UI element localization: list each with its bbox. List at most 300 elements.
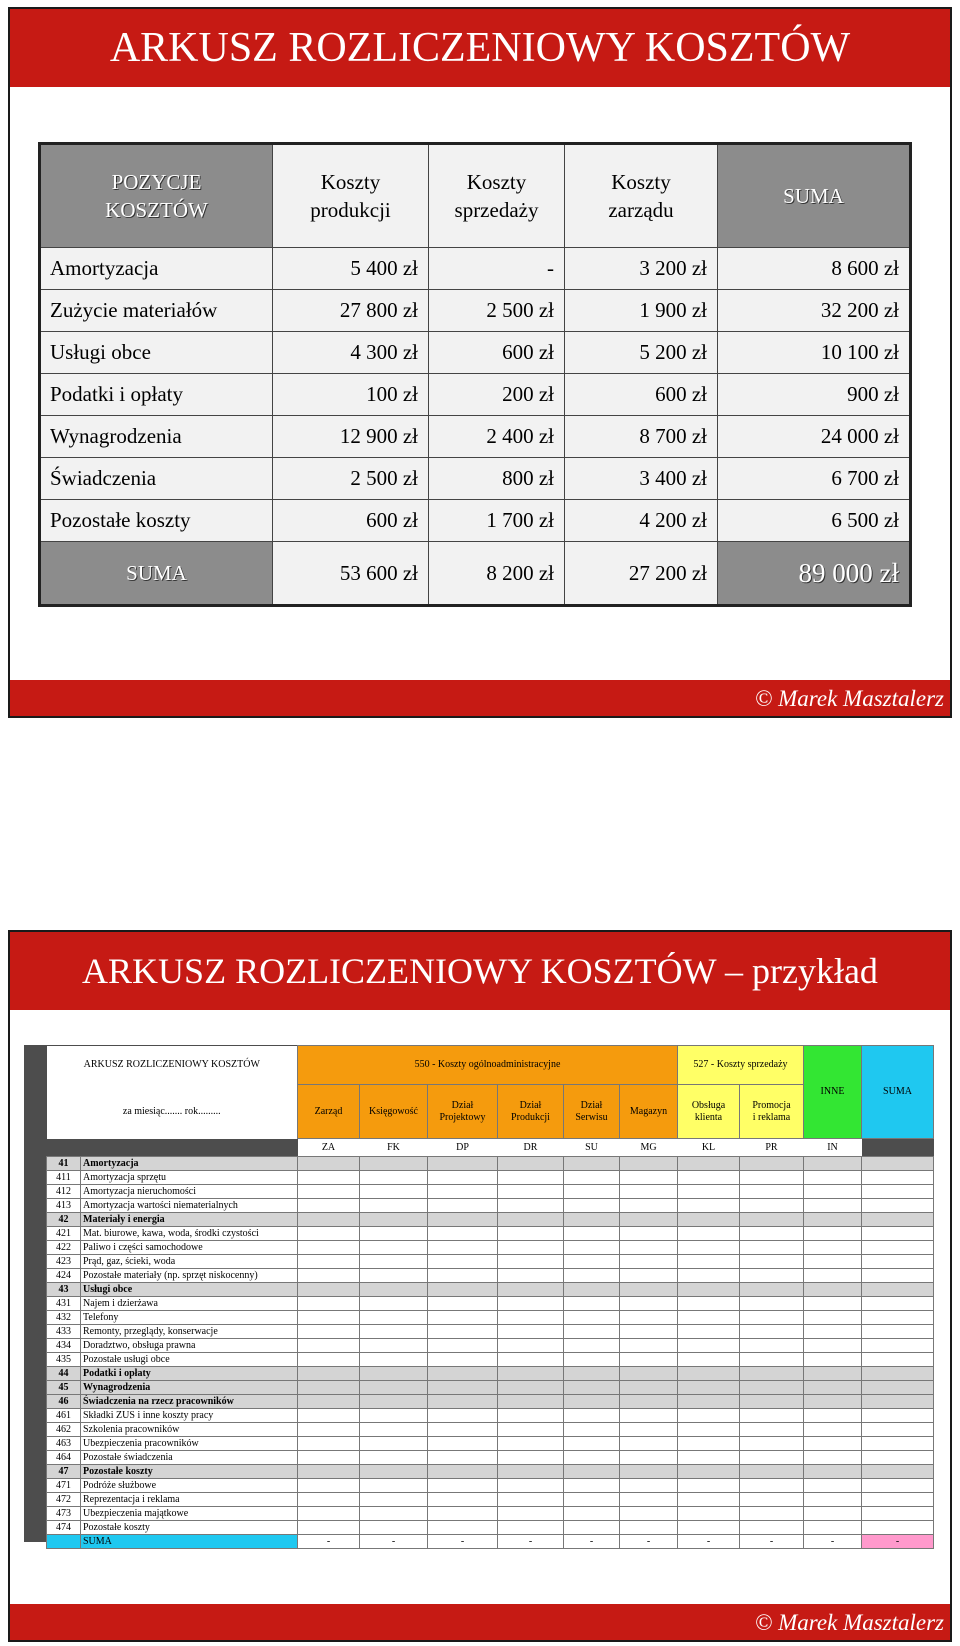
value-cell[interactable]: [360, 1255, 428, 1269]
value-cell[interactable]: [428, 1339, 498, 1353]
value-cell[interactable]: [428, 1213, 498, 1227]
value-cell[interactable]: [360, 1325, 428, 1339]
header-sales: Koszty sprzedaży: [429, 144, 565, 248]
value-cell[interactable]: [620, 1395, 678, 1409]
value-cell[interactable]: [804, 1185, 862, 1199]
value-cell[interactable]: [862, 1311, 934, 1325]
value-cell[interactable]: [862, 1241, 934, 1255]
value-cell[interactable]: [620, 1227, 678, 1241]
value-cell[interactable]: [360, 1227, 428, 1241]
value-cell[interactable]: [678, 1213, 740, 1227]
value-cell[interactable]: [564, 1339, 620, 1353]
value-cell[interactable]: [360, 1297, 428, 1311]
value-cell[interactable]: [564, 1507, 620, 1521]
value-cell[interactable]: [804, 1311, 862, 1325]
value-cell[interactable]: [740, 1269, 804, 1283]
value-cell[interactable]: [620, 1171, 678, 1185]
value-cell[interactable]: [862, 1521, 934, 1535]
value-cell[interactable]: [498, 1311, 564, 1325]
value-cell[interactable]: [804, 1381, 862, 1395]
value-cell[interactable]: [740, 1493, 804, 1507]
value-cell[interactable]: [740, 1423, 804, 1437]
value-cell[interactable]: [498, 1297, 564, 1311]
value-cell[interactable]: [360, 1381, 428, 1395]
value-cell[interactable]: [740, 1157, 804, 1171]
value-cell[interactable]: [620, 1339, 678, 1353]
value-cell[interactable]: [498, 1157, 564, 1171]
account-code: 423: [47, 1255, 81, 1269]
value-cell[interactable]: [564, 1185, 620, 1199]
value-cell[interactable]: [564, 1437, 620, 1451]
value-cell[interactable]: [620, 1367, 678, 1381]
value-cell[interactable]: [862, 1269, 934, 1283]
value-cell[interactable]: [862, 1227, 934, 1241]
value-cell[interactable]: [620, 1381, 678, 1395]
value-cell[interactable]: [360, 1353, 428, 1367]
value-cell[interactable]: [740, 1395, 804, 1409]
value-cell[interactable]: [564, 1423, 620, 1437]
value-cell[interactable]: [298, 1227, 360, 1241]
value-cell[interactable]: [298, 1157, 360, 1171]
value-cell[interactable]: [620, 1199, 678, 1213]
value-cell[interactable]: [298, 1507, 360, 1521]
value-cell[interactable]: [678, 1171, 740, 1185]
value-cell[interactable]: [740, 1367, 804, 1381]
value-cell[interactable]: [804, 1451, 862, 1465]
value-cell[interactable]: [428, 1437, 498, 1451]
value-cell[interactable]: [298, 1521, 360, 1535]
value-cell[interactable]: [564, 1255, 620, 1269]
value-cell[interactable]: [862, 1395, 934, 1409]
value-cell[interactable]: [740, 1325, 804, 1339]
value-cell[interactable]: [804, 1479, 862, 1493]
column-header: Dział Serwisu: [564, 1085, 620, 1139]
value-cell[interactable]: [804, 1213, 862, 1227]
value-cell[interactable]: [298, 1255, 360, 1269]
value-cell[interactable]: [428, 1423, 498, 1437]
value-cell[interactable]: [428, 1395, 498, 1409]
value-cell[interactable]: [360, 1311, 428, 1325]
value-cell[interactable]: [862, 1353, 934, 1367]
value-cell[interactable]: [298, 1241, 360, 1255]
value-cell[interactable]: [428, 1465, 498, 1479]
value-cell[interactable]: [498, 1255, 564, 1269]
value-cell[interactable]: [620, 1507, 678, 1521]
value-cell[interactable]: [360, 1465, 428, 1479]
value-cell[interactable]: [360, 1493, 428, 1507]
value-cell[interactable]: [360, 1521, 428, 1535]
value-cell[interactable]: [804, 1493, 862, 1507]
value-cell[interactable]: [620, 1479, 678, 1493]
value-cell[interactable]: [804, 1353, 862, 1367]
value-cell[interactable]: [862, 1339, 934, 1353]
footer-copyright: © Marek Masztalerz: [10, 680, 950, 716]
value-cell[interactable]: [428, 1241, 498, 1255]
value-cell[interactable]: [498, 1465, 564, 1479]
value-cell[interactable]: [740, 1171, 804, 1185]
value-cell[interactable]: [564, 1493, 620, 1507]
value-cell[interactable]: [804, 1297, 862, 1311]
value-cell[interactable]: [620, 1297, 678, 1311]
value-cell[interactable]: [360, 1185, 428, 1199]
value-cell[interactable]: [428, 1409, 498, 1423]
value-cell[interactable]: [862, 1451, 934, 1465]
value-cell[interactable]: [298, 1465, 360, 1479]
value-cell[interactable]: [678, 1325, 740, 1339]
value-cell[interactable]: [428, 1381, 498, 1395]
value-cell[interactable]: [298, 1409, 360, 1423]
value-cell[interactable]: [360, 1507, 428, 1521]
value-cell[interactable]: [862, 1381, 934, 1395]
table-row: [40, 458, 911, 500]
value-cell[interactable]: [862, 1297, 934, 1311]
value-cell[interactable]: [428, 1493, 498, 1507]
value-cell[interactable]: [298, 1493, 360, 1507]
account-code: 43: [47, 1283, 81, 1297]
value-cell[interactable]: [498, 1395, 564, 1409]
value-cell[interactable]: [678, 1339, 740, 1353]
value-cell[interactable]: [620, 1465, 678, 1479]
value-cell[interactable]: [360, 1157, 428, 1171]
value-cell[interactable]: [360, 1423, 428, 1437]
account-code: 44: [47, 1367, 81, 1381]
value-cell[interactable]: [360, 1479, 428, 1493]
value-cell[interactable]: [360, 1409, 428, 1423]
value-cell[interactable]: [620, 1437, 678, 1451]
value-cell[interactable]: [298, 1395, 360, 1409]
value-cell[interactable]: [360, 1241, 428, 1255]
value-cell[interactable]: [740, 1199, 804, 1213]
value-cell[interactable]: [862, 1157, 934, 1171]
cost-item-name: Świadczenia: [40, 458, 273, 500]
value-cell[interactable]: [862, 1199, 934, 1213]
value-cell[interactable]: [678, 1353, 740, 1367]
value-cell[interactable]: [564, 1241, 620, 1255]
value-cell[interactable]: [298, 1185, 360, 1199]
value-cell[interactable]: [428, 1325, 498, 1339]
value-cell[interactable]: [498, 1521, 564, 1535]
value-cell[interactable]: [564, 1311, 620, 1325]
value-cell[interactable]: [298, 1339, 360, 1353]
column-code: PR: [740, 1139, 804, 1157]
value-cell[interactable]: [620, 1325, 678, 1339]
value-cell[interactable]: [678, 1437, 740, 1451]
value-cell[interactable]: [740, 1255, 804, 1269]
value-cell[interactable]: [804, 1157, 862, 1171]
value-cell[interactable]: [620, 1269, 678, 1283]
value-cell[interactable]: [678, 1479, 740, 1493]
value-cell[interactable]: [564, 1465, 620, 1479]
value-cell[interactable]: [564, 1171, 620, 1185]
value-cell[interactable]: [498, 1325, 564, 1339]
value-cell[interactable]: [740, 1465, 804, 1479]
value-cell[interactable]: [678, 1185, 740, 1199]
value-cell[interactable]: [620, 1409, 678, 1423]
period-label: za miesiąc....... rok.........: [47, 1085, 298, 1139]
value-cell[interactable]: [862, 1493, 934, 1507]
value-cell[interactable]: [678, 1367, 740, 1381]
value-cell[interactable]: [428, 1311, 498, 1325]
grand-total: 89 000 zł: [718, 542, 911, 606]
value-cell[interactable]: [804, 1367, 862, 1381]
value-cell[interactable]: [298, 1171, 360, 1185]
value-cell[interactable]: [428, 1451, 498, 1465]
value-cell[interactable]: [740, 1437, 804, 1451]
value-cell[interactable]: [678, 1297, 740, 1311]
value-cell[interactable]: [740, 1353, 804, 1367]
value-cell[interactable]: [620, 1283, 678, 1297]
value-cell[interactable]: [564, 1367, 620, 1381]
account-name: Doradztwo, obsługa prawna: [81, 1339, 298, 1353]
value-cell[interactable]: [428, 1185, 498, 1199]
value-cell[interactable]: [804, 1283, 862, 1297]
value-cell[interactable]: [862, 1171, 934, 1185]
value-cell[interactable]: [740, 1311, 804, 1325]
value-cell[interactable]: [678, 1381, 740, 1395]
value-cell[interactable]: [804, 1423, 862, 1437]
value-cell[interactable]: [298, 1311, 360, 1325]
value-cell[interactable]: [298, 1437, 360, 1451]
value-cell[interactable]: [564, 1381, 620, 1395]
value-cell[interactable]: [564, 1521, 620, 1535]
value-cell[interactable]: [498, 1213, 564, 1227]
value-cell[interactable]: [862, 1255, 934, 1269]
column-header: Promocja i reklama: [740, 1085, 804, 1139]
value-cell[interactable]: [678, 1241, 740, 1255]
value-cell[interactable]: [428, 1199, 498, 1213]
cost-value: 24 000 zł: [718, 416, 911, 458]
value-cell[interactable]: [428, 1297, 498, 1311]
value-cell[interactable]: [498, 1409, 564, 1423]
value-cell[interactable]: [498, 1339, 564, 1353]
value-cell[interactable]: [564, 1213, 620, 1227]
value-cell[interactable]: [678, 1269, 740, 1283]
cost-item-name: Usługi obce: [40, 332, 273, 374]
value-cell[interactable]: [564, 1451, 620, 1465]
value-cell[interactable]: [498, 1283, 564, 1297]
column-codes-row: [47, 1139, 934, 1157]
value-cell[interactable]: [298, 1213, 360, 1227]
value-cell[interactable]: [498, 1199, 564, 1213]
value-cell[interactable]: [804, 1437, 862, 1451]
account-name: Amortyzacja wartości niematerialnych: [81, 1199, 298, 1213]
account-code: 435: [47, 1353, 81, 1367]
value-cell[interactable]: [498, 1507, 564, 1521]
value-cell[interactable]: [862, 1507, 934, 1521]
value-cell[interactable]: [862, 1367, 934, 1381]
value-cell[interactable]: [804, 1241, 862, 1255]
account-name: Pozostałe koszty: [81, 1521, 298, 1535]
value-cell[interactable]: [428, 1507, 498, 1521]
value-cell[interactable]: [740, 1451, 804, 1465]
value-cell[interactable]: [298, 1479, 360, 1493]
value-cell[interactable]: [678, 1395, 740, 1409]
value-cell[interactable]: [564, 1297, 620, 1311]
table-row: [40, 332, 911, 374]
value-cell[interactable]: [298, 1297, 360, 1311]
value-cell[interactable]: [360, 1283, 428, 1297]
value-cell[interactable]: [804, 1395, 862, 1409]
value-cell[interactable]: [360, 1339, 428, 1353]
value-cell[interactable]: [862, 1283, 934, 1297]
cost-value: 12 900 zł: [273, 416, 429, 458]
account-code: 412: [47, 1185, 81, 1199]
value-cell[interactable]: [678, 1507, 740, 1521]
value-cell[interactable]: [498, 1451, 564, 1465]
value-cell[interactable]: [804, 1171, 862, 1185]
value-cell[interactable]: [804, 1339, 862, 1353]
value-cell[interactable]: [678, 1409, 740, 1423]
value-cell[interactable]: [360, 1367, 428, 1381]
value-cell[interactable]: [862, 1465, 934, 1479]
value-cell[interactable]: [298, 1353, 360, 1367]
value-cell[interactable]: [804, 1255, 862, 1269]
account-name: Materiały i energia: [81, 1213, 298, 1227]
value-cell[interactable]: [740, 1213, 804, 1227]
value-cell[interactable]: [564, 1409, 620, 1423]
value-cell[interactable]: [804, 1227, 862, 1241]
value-cell[interactable]: [862, 1325, 934, 1339]
value-cell[interactable]: [620, 1353, 678, 1367]
value-cell[interactable]: [678, 1255, 740, 1269]
value-cell[interactable]: [428, 1255, 498, 1269]
value-cell[interactable]: [678, 1423, 740, 1437]
value-cell[interactable]: [620, 1493, 678, 1507]
value-cell[interactable]: [564, 1283, 620, 1297]
value-cell[interactable]: [862, 1409, 934, 1423]
value-cell[interactable]: [620, 1213, 678, 1227]
value-cell[interactable]: [360, 1199, 428, 1213]
value-cell[interactable]: [360, 1213, 428, 1227]
value-cell[interactable]: [740, 1227, 804, 1241]
value-cell[interactable]: [804, 1269, 862, 1283]
value-cell[interactable]: [428, 1269, 498, 1283]
value-cell[interactable]: [620, 1157, 678, 1171]
cost-value: 1 700 zł: [429, 500, 565, 542]
value-cell[interactable]: [298, 1381, 360, 1395]
value-cell[interactable]: [498, 1479, 564, 1493]
value-cell[interactable]: [620, 1255, 678, 1269]
value-cell[interactable]: [498, 1185, 564, 1199]
value-cell[interactable]: [498, 1269, 564, 1283]
value-cell[interactable]: [678, 1283, 740, 1297]
value-cell[interactable]: [564, 1199, 620, 1213]
value-cell[interactable]: [428, 1521, 498, 1535]
value-cell[interactable]: [620, 1185, 678, 1199]
value-cell[interactable]: [298, 1423, 360, 1437]
value-cell[interactable]: [740, 1409, 804, 1423]
account-code: 46: [47, 1395, 81, 1409]
value-cell[interactable]: [678, 1521, 740, 1535]
value-cell[interactable]: [498, 1227, 564, 1241]
value-cell[interactable]: [862, 1437, 934, 1451]
value-cell[interactable]: [498, 1367, 564, 1381]
value-cell[interactable]: [620, 1241, 678, 1255]
value-cell[interactable]: [564, 1395, 620, 1409]
value-cell[interactable]: [804, 1507, 862, 1521]
value-cell[interactable]: [740, 1381, 804, 1395]
value-cell[interactable]: [862, 1423, 934, 1437]
value-cell[interactable]: [620, 1311, 678, 1325]
account-name: Składki ZUS i inne koszty pracy: [81, 1409, 298, 1423]
value-cell[interactable]: [498, 1381, 564, 1395]
value-cell[interactable]: [740, 1283, 804, 1297]
value-cell[interactable]: [298, 1451, 360, 1465]
cost-value: 5 200 zł: [565, 332, 718, 374]
value-cell[interactable]: [740, 1339, 804, 1353]
value-cell[interactable]: [804, 1465, 862, 1479]
value-cell[interactable]: [740, 1507, 804, 1521]
value-cell[interactable]: [678, 1199, 740, 1213]
value-cell[interactable]: [678, 1493, 740, 1507]
value-cell[interactable]: [740, 1241, 804, 1255]
value-cell[interactable]: [428, 1283, 498, 1297]
slide-title: ARKUSZ ROZLICZENIOWY KOSZTÓW – przykład: [10, 932, 950, 1010]
value-cell[interactable]: [428, 1227, 498, 1241]
value-cell[interactable]: [428, 1157, 498, 1171]
value-cell[interactable]: [498, 1353, 564, 1367]
value-cell[interactable]: [564, 1157, 620, 1171]
value-cell[interactable]: [428, 1353, 498, 1367]
value-cell[interactable]: [360, 1451, 428, 1465]
value-cell[interactable]: [498, 1423, 564, 1437]
value-cell[interactable]: [804, 1199, 862, 1213]
sum-row: [40, 542, 911, 606]
value-cell[interactable]: [428, 1367, 498, 1381]
value-cell[interactable]: [360, 1269, 428, 1283]
cost-item-name: Pozostałe koszty: [40, 500, 273, 542]
value-cell[interactable]: [740, 1479, 804, 1493]
value-cell[interactable]: [564, 1353, 620, 1367]
value-cell[interactable]: [740, 1185, 804, 1199]
value-cell[interactable]: [804, 1325, 862, 1339]
value-cell[interactable]: [298, 1325, 360, 1339]
value-cell[interactable]: [620, 1521, 678, 1535]
value-cell[interactable]: [564, 1269, 620, 1283]
value-cell[interactable]: [498, 1241, 564, 1255]
value-cell[interactable]: [564, 1479, 620, 1493]
value-cell[interactable]: [298, 1199, 360, 1213]
value-cell[interactable]: [678, 1227, 740, 1241]
value-cell[interactable]: [564, 1227, 620, 1241]
value-cell[interactable]: [678, 1157, 740, 1171]
value-cell[interactable]: [498, 1437, 564, 1451]
value-cell[interactable]: [678, 1451, 740, 1465]
value-cell[interactable]: [428, 1479, 498, 1493]
value-cell[interactable]: [862, 1213, 934, 1227]
value-cell[interactable]: [360, 1395, 428, 1409]
value-cell[interactable]: [862, 1479, 934, 1493]
value-cell[interactable]: [862, 1185, 934, 1199]
value-cell[interactable]: [678, 1465, 740, 1479]
value-cell[interactable]: [298, 1283, 360, 1297]
value-cell[interactable]: [298, 1269, 360, 1283]
value-cell[interactable]: [620, 1451, 678, 1465]
value-cell[interactable]: [740, 1521, 804, 1535]
value-cell[interactable]: [360, 1437, 428, 1451]
value-cell[interactable]: [804, 1521, 862, 1535]
value-cell[interactable]: [620, 1423, 678, 1437]
value-cell[interactable]: [678, 1311, 740, 1325]
value-cell[interactable]: [498, 1493, 564, 1507]
value-cell[interactable]: [740, 1297, 804, 1311]
value-cell[interactable]: [804, 1409, 862, 1423]
value-cell[interactable]: [498, 1171, 564, 1185]
value-cell[interactable]: [298, 1367, 360, 1381]
value-cell[interactable]: [360, 1171, 428, 1185]
value-cell[interactable]: [564, 1325, 620, 1339]
value-cell[interactable]: [428, 1171, 498, 1185]
